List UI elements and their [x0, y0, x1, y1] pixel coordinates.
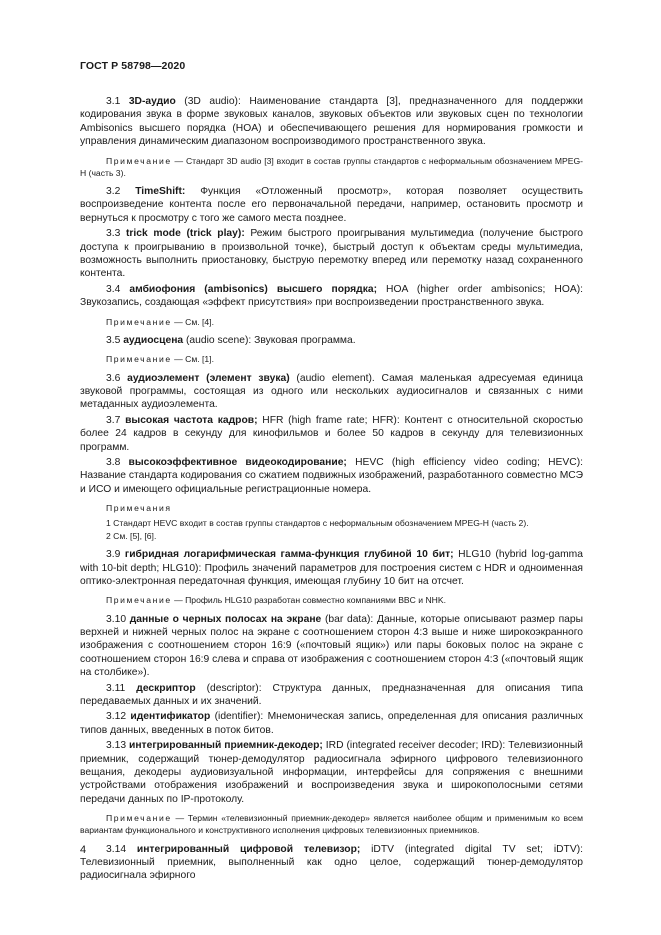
note-3-8-item-2: 2 См. [5], [6].	[106, 530, 157, 541]
term-name: TimeShift:	[135, 186, 186, 198]
term-name: высокоэффективное видеокодирование;	[128, 456, 347, 468]
term-3-9: 3.9 гибридная логарифмическая гамма-функция глубиной 10 бит; HLG10 (hybrid log-gamma with 10-bit depth; HLG10): Профиль значений параметров для построения систем с HDR и одноименная оптико-электронная передаточная функция, имеющая глубину 10 бит на отсчет.	[80, 549, 583, 587]
term-name: 3D-аудио	[128, 96, 176, 107]
term-name: данные о черных полосах на экране	[129, 613, 322, 625]
document-body	[80, 95, 583, 885]
term-3-5: 3.5 аудиосцена (audio scene): Звуковая программа.	[106, 334, 356, 346]
note-3-9: Примечание — Профиль HLG10 разработан совместно компаниями BBC и NHK.	[106, 595, 446, 606]
term-3-12: 3.12 идентификатор (identifier): Мнемоническая запись, определенная для описания различных типов данных, введенных в поток битов.	[80, 711, 584, 736]
term-3-2: 3.2 TimeShift: Функция «Отложенный просмотр», которая позволяет осуществить воспроизведение контента после его первоначальной передачи, например, остановить просмотр и вернуться к просмотру с того же самого места позднее.	[80, 186, 583, 224]
note-3-13: Примечание — Термин «телевизионный приемник-декодер» является наиболее общим и применимым ко всем вариантам функционального и конструктивного исполнения цифровых телевизионных приемников.	[80, 813, 583, 836]
term-3-13: 3.13 интегрированный приемник-декодер; IRD (integrated receiver decoder; IRD): Телевизионный приемник, содержащий тюнер-демодулятор радиосигнала эфирного цифрового телевизионного вещания, декодеры аудиовизуальной информации, интерфейсы для сопряжения с внешними устройствами отображения изображений и воспроизведения звука и широкополосными сетями передачи данных по IP-протоколу.	[80, 740, 584, 805]
note-3-8-item-1: 1 Стандарт HEVC входит в состав группы стандартов с неформальным обозначением MPEG-H (часть 2).	[106, 518, 529, 529]
term-name: интегрированный цифровой телевизор;	[136, 843, 361, 855]
term-name: идентификатор	[130, 711, 211, 723]
term-name: дескриптор	[136, 682, 196, 694]
term-name: гибридная логарифмическая гамма-функция глубиной 10 бит;	[124, 549, 454, 561]
term-3-8: 3.8 высокоэффективное видеокодирование; HEVC (high efficiency video coding; HEVC): Название стандарта кодирования со сжатием подвижных изображений, разработанного совместно МСЭ и ИСО и имеющего официальные регистрационные номера.	[80, 456, 583, 495]
term-3-10: 3.10 данные о черных полосах на экране (bar data): Данные, которые описывают размер пары верхней и нижней черных полос на экране с соотношением сторон 4:3 выше и ниже широкоэкранного изображения с соотношением сторон 16:9 («почтовый ящик») или пары боковых полос на экране с соотношением сторон 16:9 слева и справа от изображения с соотношением сторон 4:3 («почтовый ящик на столбике»).	[80, 613, 584, 679]
term-3-7: 3.7 высокая частота кадров; HFR (high frame rate; HFR): Контент с относительной скоростью более 24 кадров в секунду для кинофильмов и более 50 кадров в секунду для телевизионных программ.	[80, 414, 583, 453]
term-name: аудиоэлемент (элемент звука)	[127, 372, 290, 384]
term-3-3: 3.3 trick mode (trick play): Режим быстрого проигрывания мультимедиа (получение быстрого доступа к проигрыванию в произвольной точке), быстрый доступ к объектам среды мультимедиа, возможность выполнить приостановку, быструю перемотку вперед или перемотку назад сохраненного контента.	[80, 228, 583, 280]
term-name: trick mode (trick play):	[125, 228, 245, 240]
term-name: амбиофония (ambisonics) высшего порядка;	[129, 283, 378, 295]
term-name: высокая частота кадров;	[125, 414, 258, 426]
note-3-4: Примечание — См. [4].	[106, 316, 214, 327]
term-name: интегрированный приемник-декодер;	[129, 740, 323, 752]
notes-3-8-title: Примечания	[106, 503, 172, 514]
term-3-4: 3.4 амбиофония (ambisonics) высшего порядка; HOA (higher order ambisonics; HOA): Звукозапись, создающая «эффект присутствия» при воспроизведении пространственного звука.	[80, 283, 583, 309]
term-3-11: 3.11 дескриптор (descriptor): Структура данных, предназначенная для описания типа передаваемых данных и их значений.	[80, 682, 583, 708]
document-header: ГОСТ Р 58798—2020	[80, 60, 186, 72]
term-name: аудиосцена	[123, 334, 184, 346]
term-3-6: 3.6 аудиоэлемент (элемент звука) (audio element). Самая маленькая адресуемая единица звуковой программы, состоящая из одного или нескольких аудиосигналов и связанных с ними метаданных аудиоэлемента.	[80, 372, 583, 411]
note-3-5: Примечание — См. [1].	[106, 354, 214, 365]
term-3-1: 3.1 3D-аудио (3D audio): Наименование стандарта [3], предназначенного для поддержки кодирования звука в форме звуковых каналов, звуковых объектов или звуковых сцен по технологии Ambisonics высшего порядка (HOA) и обеспечивающего решения для нормирования громкости и управления динамическим диапазоном воспроизводимого пространственного звука.	[80, 96, 583, 148]
note-3-1: Примечание — Стандарт 3D audio [3] входит в состав группы стандартов с неформальным обозначением MPEG-H (часть 3).	[80, 155, 583, 178]
term-3-14: 3.14 интегрированный цифровой телевизор; iDTV (integrated digital TV set; iDTV): Телевизионный приемник, выполненный как одно целое, содержащий тюнер-демодулятор радиосигнала эфирного	[80, 843, 583, 882]
page-number: 4	[80, 844, 87, 856]
